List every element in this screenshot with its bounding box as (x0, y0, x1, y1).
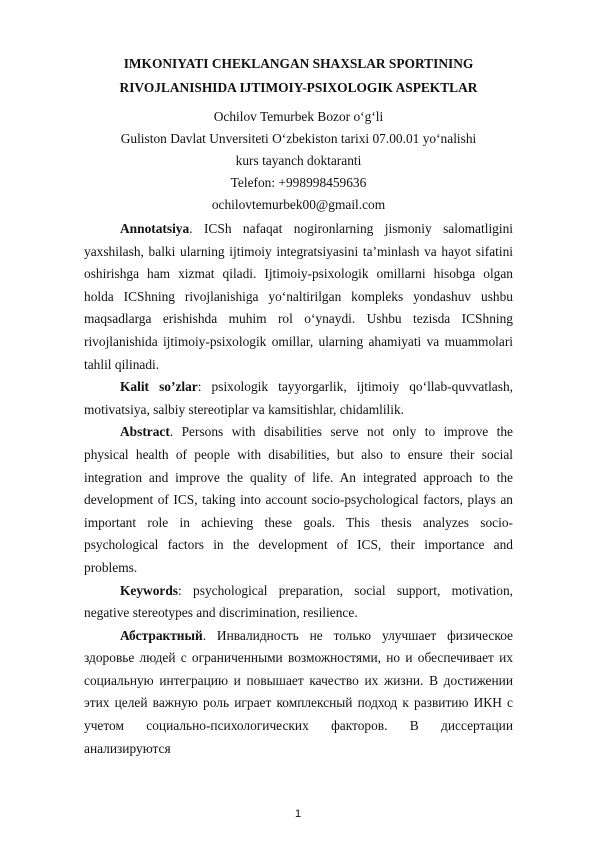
abstract-paragraph (84, 421, 513, 579)
kalit-sozlar-paragraph (84, 376, 513, 421)
kalit-sozlar-label: Kalit so’zlar (120, 379, 198, 395)
author-email: ochilovtemurbek00@gmail.com (211, 197, 386, 212)
page-number: 1 (294, 808, 302, 820)
abstrakt-ru-text: . Инвалидность не только улучшает физическое здоровье людей с ограниченными возможностями, но и обеспечивает их социальную интеграцию и повышает качество их жизни. В достижении этих целей важную роль играет комплексный подход к развитию ИКН с учетом социально-психологических факторов. В диссертации анализируются (84, 627, 513, 756)
keywords-label: Keywords (120, 582, 179, 598)
annotatsiya-text: . ICSh nafaqat nogironlarning jismoniy salomatligini yaxshilash, balki ularning ijtimoiy integratsiyasini ta’minlash va hayot sifatini oshirishga ham xizmat qiladi. Ijtimoiy-psixologik omillarni hisobga olgan holda ICShning rivojlanishiga yoʻnaltirilgan kompleks yondashuv ushbu maqsadlarga erishishda muhim rol oʻynaydi. Ushbu tezisda ICShning rivojlanishida ijtimoiy-psixologik omillar, ularning ahamiyati va muammolari tahlil qilinadi. (84, 221, 513, 372)
keywords-text: : psychological preparation, social support, motivation, negative stereotypes and discrimination, resilience. (84, 582, 513, 621)
author-position: kurs tayanch doktaranti (235, 153, 362, 168)
annotatsiya-paragraph (84, 218, 513, 376)
abstract-label: Abstract (120, 424, 170, 440)
paper-page (84, 52, 513, 760)
annotatsiya-label: Annotatsiya (120, 221, 190, 236)
abstract-text: . Persons with disabilities serve not only to improve the physical health of people with disabilities, but also to ensure their social integration and improve the quality of life. An integrated approach to the development of ICS, taking into account socio-psychological factors, plays an important role in achieving these goals. This thesis analyzes socio-psychological factors in the development of ICS, their importance and problems. (84, 424, 513, 575)
paper-title-line-2: RIVOJLANISHIDA IJTIMOIY-PSIXOLOGIK ASPEKTLAR (119, 80, 478, 95)
abstrakt-ru-paragraph (84, 625, 513, 761)
author-name: Ochilov Temurbek Bozor oʻgʻli (213, 109, 384, 124)
keywords-paragraph (84, 580, 513, 625)
kalit-sozlar-text: : psixologik tayyorgarlik, ijtimoiy qoʻllab-quvvatlash, motivatsiya, salbiy stereotiplar va kamsitishlar, chidamlilik. (84, 379, 513, 417)
abstrakt-ru-label: Абстрактный (120, 627, 203, 643)
paper-title-line-1: IMKONIYATI CHEKLANGAN SHAXSLAR SPORTINING (123, 56, 474, 71)
author-affiliation: Guliston Davlat Unversiteti Oʻzbekiston tarixi 07.00.01 yoʻnalishi (120, 131, 477, 146)
author-phone: Telefon: +998998459636 (230, 175, 367, 190)
